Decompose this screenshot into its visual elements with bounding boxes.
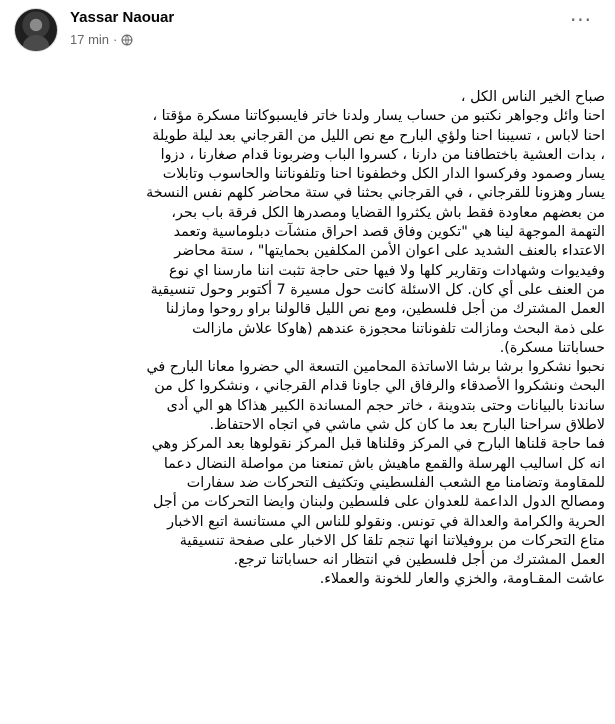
post-line: الاعتداء بالعنف الشديد على اعوان الأمن المكلفين بحمايتها" ، ستة محاضر <box>174 243 605 260</box>
post-line: ومصالح الدول الداعمة للعدوان على فلسطين ولبنان وايضا التحركات من أجل <box>153 494 605 511</box>
post-line: لاطلاق سراحنا البارح بعد ما كان كل شي ماشي في اتجاه الاحتفاظ. <box>209 417 605 434</box>
post-body <box>10 88 605 590</box>
post-line: احنا لاباس ، تسيبنا احنا ولؤي البارح مع نص الليل من القرجاني بعد ليلة طويلة <box>152 127 605 144</box>
post-line: وفيديوات وشهادات وتقارير كلها ولا فيها حتى حاجة تثبت اننا مارسنا اي نوع <box>168 262 605 279</box>
avatar[interactable] <box>14 8 58 52</box>
post-line: العمل المشترك من أجل فلسطين في انتظار انه حساباتنا ترجع. <box>233 552 605 569</box>
post-line: يسار وهزونا للقرجاني ، في القرجاني بحثنا في ستة محاضر كلهم نفس النسخة <box>146 185 605 202</box>
more-options-icon[interactable]: ··· <box>569 8 593 32</box>
author-name[interactable]: Yassar Naouar <box>70 9 175 26</box>
post-line: عاشت المقـاومة، والخزي والعار للخونة والعملاء. <box>319 571 605 588</box>
post-meta <box>70 32 133 47</box>
post-line: انه كل اساليب الهرسلة والقمع ماهيش باش تمنعنا من مواصلة النضال دعما <box>163 455 605 472</box>
post-line: على ذمة البحث ومازالت تلفوناتنا محجوزة عندهم (هاوكا علاش مازالت <box>192 320 605 337</box>
post-line: التهمة الموجهة لينا هي "تكوين وفاق قصد احراق منشآت دبلوماسية وتعمد <box>173 224 605 241</box>
post-line: الحرية والكرامة والعدالة في تونس. ونقولو للناس الي مستانسة اتبع الاخبار <box>167 513 605 530</box>
post-line: من بعضهم معاودة فقط باش يكثروا القضايا ومصدرها الكل فرقة باب بحر، <box>171 204 605 221</box>
post-line: العمل المشترك من أجل فلسطين، ومع نص الليل قالولنا براو روحوا ومازلنا <box>165 301 605 318</box>
post-timestamp[interactable]: 17 min <box>70 32 110 47</box>
post-line: يسار وصمود وفركسوا الدار الكل وخطفونا احنا وتلفوناتنا والحاسوب وتابلات <box>162 166 605 183</box>
post-line: احنا وائل وجواهر نكتبو من حساب يسار ولدنا خاتر فايسبوكاتنا مسكرة مؤقتا ، <box>152 108 605 125</box>
post-line: صباح الخير الناس الكل ، <box>460 89 605 105</box>
post-line: للمقاومة وتضامنا مع الشعب الفلسطيني وتكثيف التحركات ضد سفارات <box>186 474 605 491</box>
post-line: متاع التحركات من بروفيلاتنا انها تنجم تلقا كل الاخبار على صفحة تنسيقية <box>179 532 605 549</box>
post-header <box>0 0 615 64</box>
post-line: البحث ونشكروا الأصدقاء والرفاق الي جاونا قدام القرجاني ، ونشكروا كل من <box>154 378 605 395</box>
post-line: حساباتنا مسكرة). <box>499 339 605 356</box>
post-line: ساندنا بالبيانات وحتى بتدوينة ، خاتر حجم المساندة الكبير هذاكا هو الي أدى <box>166 397 605 414</box>
meta-separator: · <box>113 32 118 47</box>
post-line: فما حاجة قلناها البارح في المركز وقلناها قبل المركز نقولوها بعد المركز وهي <box>151 436 605 453</box>
globe-icon[interactable] <box>121 34 133 46</box>
post-line: من العنف على أي كان. كل الاسئلة كانت حول مسيرة 7 أكتوبر وحول تنسيقية <box>150 281 605 298</box>
post-line: ، بدات العشية باختطافنا من دارنا ، كسروا الباب وضربونا قدام صغارنا ، دزوا <box>160 146 605 163</box>
post-line: نحبوا نشكروا برشا برشا الاساتذة المحامين التسعة الي حضروا معانا البارح في <box>146 359 605 376</box>
